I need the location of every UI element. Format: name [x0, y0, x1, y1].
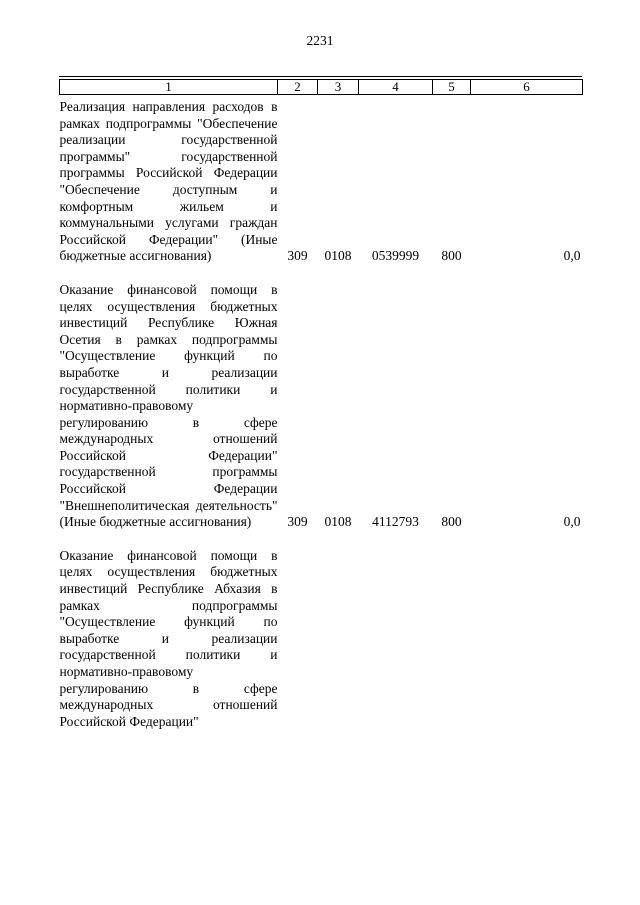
expense-name-cell: Реализация направления расходов в рамках подпрограммы "Обеспечение реализации государственной программы" государственной программы Российской Федерации "Обеспечение доступным и комфортным жильем и коммунальными услугами граждан Российской Федерации" (Иные бюджетные ассигнования)	[59, 99, 278, 264]
amount-cell	[471, 531, 583, 731]
column-number-1: 1	[60, 80, 278, 95]
expense-type-code-cell: 800	[441, 248, 462, 264]
target-article-code-cell: 4112793	[372, 514, 419, 530]
column-number-6: 6	[471, 80, 583, 95]
amount-cell: 0,0	[563, 514, 581, 530]
budget-table-grid	[59, 79, 583, 730]
budget-table	[59, 76, 582, 730]
target-article-code-cell: 0539999	[371, 248, 420, 264]
column-number-5: 5	[433, 80, 471, 95]
expense-type-code-cell	[433, 531, 471, 731]
amount-cell: 0,0	[563, 248, 581, 264]
section-code-cell	[318, 531, 359, 731]
target-article-code-cell	[359, 531, 433, 731]
grbs-code-cell	[278, 531, 318, 731]
column-numbers-row	[60, 80, 583, 95]
expense-name-cell: Оказание финансовой помощи в целях осуществления бюджетных инвестиций Республике Абхазия в рамках подпрограммы "Осуществление функций по выработке и реализации государственной политики и нормативно-правовому регулированию в сфере международных отношений Российской Федерации"	[59, 547, 278, 729]
page-number: 2231	[306, 33, 334, 48]
column-number-3: 3	[318, 80, 359, 95]
grbs-code-cell: 309	[287, 514, 308, 530]
column-number-2: 2	[278, 80, 318, 95]
section-code-cell: 0108	[324, 514, 352, 530]
section-code-cell: 0108	[324, 248, 352, 264]
expense-type-code-cell: 800	[441, 514, 462, 530]
table-row	[60, 265, 583, 531]
expense-name-cell: Оказание финансовой помощи в целях осуществления бюджетных инвестиций Республике Южная Осетия в рамках подпрограммы "Осуществление функций по выработке и реализации государственной политики и нормативно-правовому регулированию в сфере международных отношений Российской Федерации" государственной программы Российской Федерации "Внешнеполитическая деятельность" (Иные бюджетные ассигнования)	[59, 281, 278, 530]
column-number-4: 4	[359, 80, 433, 95]
table-row	[60, 95, 583, 265]
grbs-code-cell: 309	[287, 248, 308, 264]
table-row	[60, 531, 583, 731]
